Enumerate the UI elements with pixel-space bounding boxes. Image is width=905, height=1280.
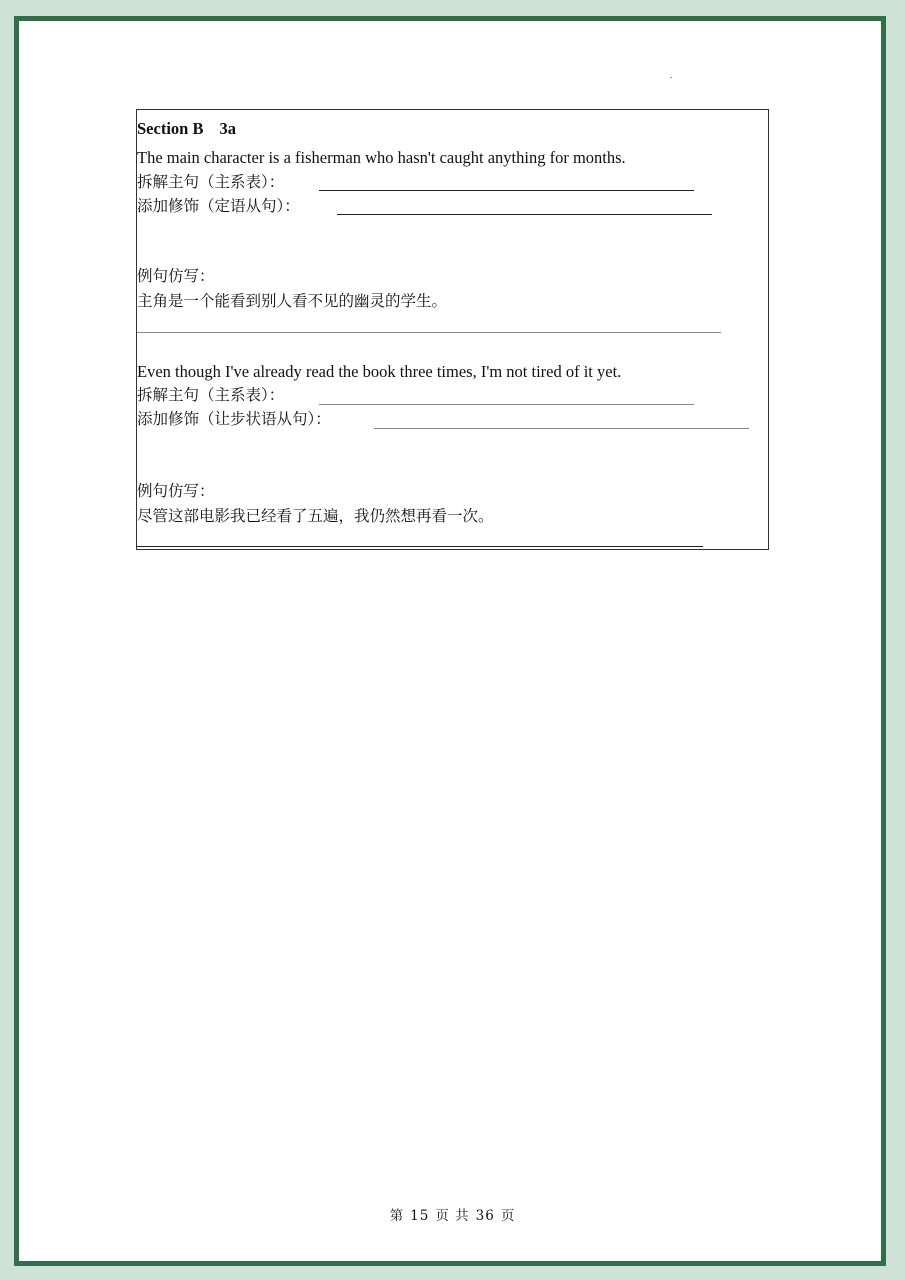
item2-sentence: Even though I've already read the book three times, I'm not tired of it yet.	[137, 362, 622, 381]
item2-imitate-text: 尽管这部电影我已经看了五遍，我仍然想再看一次。	[137, 507, 494, 525]
section-part: 3a	[219, 119, 236, 138]
scan-speck	[670, 77, 672, 78]
item1-imitate-label: 例句仿写：	[137, 267, 215, 285]
item1-main-blank[interactable]	[319, 190, 694, 191]
footer-page: 15	[410, 1208, 430, 1224]
item1-sentence: The main character is a fisherman who hasn't caught anything for months.	[137, 148, 626, 167]
footer-prefix: 第	[389, 1208, 405, 1224]
footer-mid: 页 共	[435, 1208, 470, 1224]
item1-imitate-blank[interactable]	[137, 332, 721, 333]
item2-imitate-blank[interactable]	[137, 546, 703, 547]
footer-suffix: 页	[500, 1208, 516, 1224]
item2-modifier-blank[interactable]	[374, 428, 749, 429]
item1-imitate-text: 主角是一个能看到别人看不见的幽灵的学生。	[137, 292, 448, 310]
item2-prompt-modifier: 添加修饰（让步状语从句）：	[137, 410, 331, 428]
item2-prompt-main: 拆解主句（主系表）：	[137, 386, 285, 404]
item1-modifier-blank[interactable]	[337, 214, 712, 215]
page-number-footer	[0, 1204, 905, 1224]
footer-total: 36	[475, 1208, 495, 1224]
item1-prompt-modifier: 添加修饰（定语从句）：	[137, 197, 300, 215]
item2-main-blank[interactable]	[319, 404, 694, 405]
section-label: Section B	[137, 119, 204, 138]
item1-prompt-main: 拆解主句（主系表）：	[137, 173, 285, 191]
item2-imitate-label: 例句仿写：	[137, 482, 215, 500]
section-title	[137, 119, 236, 139]
